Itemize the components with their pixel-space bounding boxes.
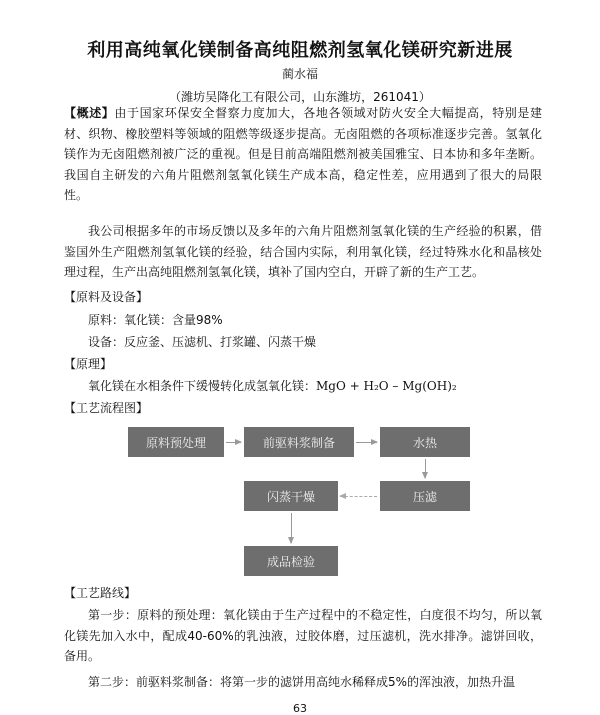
arrow-right-icon (356, 442, 377, 443)
flow-heading: 【工艺流程图】 (64, 401, 149, 415)
flow-step-precursor-slurry: 前驱料浆制备 (244, 427, 354, 457)
flow-step-product-inspection: 成品检验 (244, 546, 338, 576)
equipment-line: 设备：反应釜、压滤机、打浆罐、闪蒸干燥 (88, 335, 317, 349)
reaction-formula: MgO + H₂O – Mg(OH)₂ (316, 379, 457, 393)
overview-label: 【概述】 (64, 106, 115, 120)
route-heading: 【工艺路线】 (64, 586, 137, 600)
arrow-right-icon (226, 442, 241, 443)
principle-heading: 【原理】 (64, 357, 113, 371)
document-title: 利用高纯氧化镁制备高纯阻燃剂氢氧化镁研究新进展 (87, 40, 513, 61)
principle-line (88, 376, 457, 396)
overview-text: 由于国家环保安全督察力度加大，各地各领域对防火安全大幅提高，特别是建材、织物、橡胶塑料等领域的阻燃等级逐步提高。无卤阻燃的各项标准逐步完善。氢氧化镁作为无卤阻燃剂被广泛的重视。但是目前高端阻燃剂被美国雅宝、日本协和多年垄断。我国自主研发的六角片阻燃剂氢氧化镁生产成本高，稳定性差，应用遇到了很大的局限性。 (64, 106, 542, 202)
overview-paragraph (64, 103, 542, 206)
company-paragraph: 我公司根据多年的市场反馈以及多年的六角片阻燃剂氢氧化镁的生产经验的积累，借鉴国外生产阻燃剂氢氧化镁的经验，结合国内实际，利用氧化镁，经过特殊水化和晶核处理过程，生产出高纯阻燃剂氢氧化镁，填补了国内空白，开辟了新的生产工艺。 (64, 224, 542, 279)
flow-step-filter-press: 压滤 (380, 481, 470, 511)
flow-step-hydrothermal: 水热 (380, 427, 470, 457)
principle-text: 氧化镁在水相条件下缓慢转化成氢氧化镁： (88, 379, 317, 393)
arrow-down-icon (425, 459, 426, 478)
raw-material-line: 原料：氧化镁：含量98% (88, 313, 223, 327)
arrow-left-icon (340, 496, 377, 497)
flow-step-raw-pretreatment: 原料预处理 (128, 427, 224, 457)
route-step1-paragraph: 第一步：原料的预处理：氧化镁由于生产过程中的不稳定性，白度很不均匀，所以氧化镁先加入水中，配成40-60%的乳浊液，过胶体磨，过压滤机，洗水排净。滤饼回收，备用。 (64, 608, 542, 663)
route-step2-paragraph: 第二步：前驱料浆制备：将第一步的滤饼用高纯水稀释成5%的浑浊液，加热升温 (88, 675, 516, 689)
arrow-down-icon (291, 513, 292, 543)
materials-heading: 【原料及设备】 (64, 290, 149, 304)
page-number: 63 (293, 702, 307, 715)
flow-step-flash-drying: 闪蒸干燥 (244, 481, 338, 511)
author-name: 蔺水福 (281, 67, 318, 81)
author-affiliation: （潍坊吴降化工有限公司，山东潍坊，261041） (169, 90, 431, 104)
